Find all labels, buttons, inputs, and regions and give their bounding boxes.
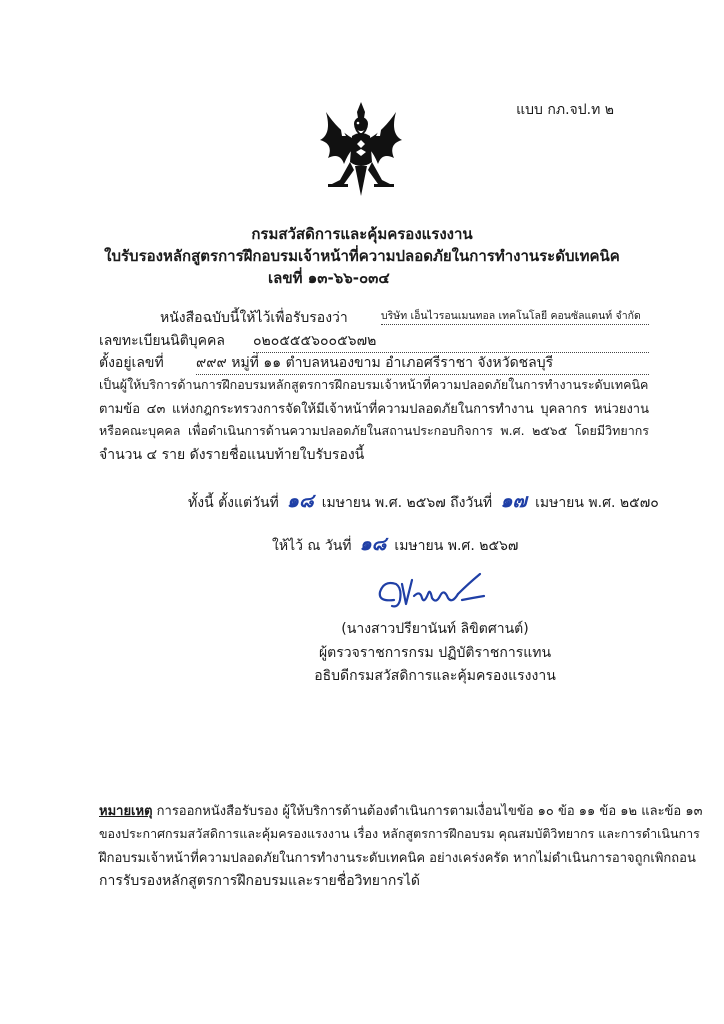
number-value: ๑๓-๖๖-๐๓๔ <box>307 269 390 287</box>
issued-prefix: ให้ไว้ ณ วันที่ <box>272 538 352 554</box>
registration-value: ๐๒๐๕๕๕๖๐๐๕๖๗๒ <box>253 330 649 353</box>
body-line-2: ตามข้อ ๔๓ แห่งกฎกระทรวงการจัดให้มีเจ้าหน้าที่ความปลอดภัยในการทำงาน บุคลากร หน่วยงาน <box>99 402 649 417</box>
handwritten-signature <box>372 566 492 616</box>
issued-day: ๑๘ <box>359 533 387 555</box>
signatory-position-2: อธิบดีกรมสวัสดิการและคุ้มครองแรงงาน <box>314 668 556 684</box>
end-month-year: เมษายน พ.ศ. ๒๕๗๐ <box>535 495 659 511</box>
number-label: เลขที่ <box>268 269 303 287</box>
validity-line <box>188 486 659 516</box>
intro-prefix: หนังสือฉบับนี้ให้ไว้เพื่อรับรองว่า <box>160 310 348 326</box>
start-month-year: เมษายน พ.ศ. ๒๕๖๗ ถึงวันที่ <box>321 495 493 511</box>
address-label: ตั้งอยู่เลขที่ <box>99 355 164 371</box>
body-line-3: หรือคณะบุคคล เพื่อดำเนินการด้านความปลอดภัยในสถานประกอบกิจการ พ.ศ. ๒๕๖๕ โดยมีวิทยากร <box>99 423 649 438</box>
garuda-emblem-icon <box>310 100 412 202</box>
note-line-3: ฝึกอบรมเจ้าหน้าที่ความปลอดภัยในการทำงานระดับเทคนิค อย่างเคร่งครัด หากไม่ดำเนินการอาจถูกเพิกถอน <box>99 851 696 866</box>
registration-label: เลขทะเบียนนิติบุคคล <box>99 333 225 349</box>
issued-month-year: เมษายน พ.ศ. ๒๕๖๗ <box>394 538 519 554</box>
start-day: ๑๘ <box>286 490 314 512</box>
note-line-1 <box>99 800 703 821</box>
body-line-4: จำนวน ๔ ราย ดังรายชื่อแนบท้ายใบรับรองนี้ <box>99 447 365 463</box>
address-value: ๙๙๙ หมู่ที่ ๑๑ ตำบลหนองขาม อำเภอศรีราชา จังหวัดชลบุรี <box>196 352 649 375</box>
certificate-title: ใบรับรองหลักสูตรการฝึกอบรมเจ้าหน้าที่ความปลอดภัยในการทำงานระดับเทคนิค <box>104 247 620 265</box>
form-code: แบบ กภ.จป.ท ๒ <box>516 102 614 118</box>
signatory-name: (นางสาวปรียานันท์ ลิขิตศานต์) <box>341 621 529 637</box>
note-text-1: การออกหนังสือรับรอง ผู้ให้บริการด้านต้องดำเนินการตามเงื่อนไขข้อ ๑๐ ข้อ ๑๑ ข้อ ๑๒ และข้อ ๑๓ <box>156 804 703 819</box>
body-line-1: เป็นผู้ให้บริการด้านการฝึกอบรมหลักสูตรการฝึกอบรมเจ้าหน้าที่ความปลอดภัยในการทำงานระดับเทคนิค <box>99 377 649 392</box>
note-label: หมายเหตุ <box>99 804 153 819</box>
note-line-4: การรับรองหลักสูตรการฝึกอบรมและรายชื่อวิทยากรได้ <box>99 873 420 889</box>
department-name: กรมสวัสดิการและคุ้มครองแรงงาน <box>251 225 473 243</box>
company-name: บริษัท เอ็นไวรอนเมนทอล เทคโนโลยี คอนซัลแตนท์ จำกัด <box>381 307 649 325</box>
end-day: ๑๗ <box>500 490 527 512</box>
validity-prefix: ทั้งนี้ ตั้งแต่วันที่ <box>188 495 279 511</box>
certificate-number <box>268 266 390 290</box>
signatory-position-1: ผู้ตรวจราชการกรม ปฏิบัติราชการแทน <box>318 645 552 661</box>
issued-line <box>272 529 518 559</box>
note-line-2: ของประกาศกรมสวัสดิการและคุ้มครองแรงงาน เรื่อง หลักสูตรการฝึกอบรม คุณสมบัติวิทยากร และการดำเนินการ <box>99 826 700 841</box>
